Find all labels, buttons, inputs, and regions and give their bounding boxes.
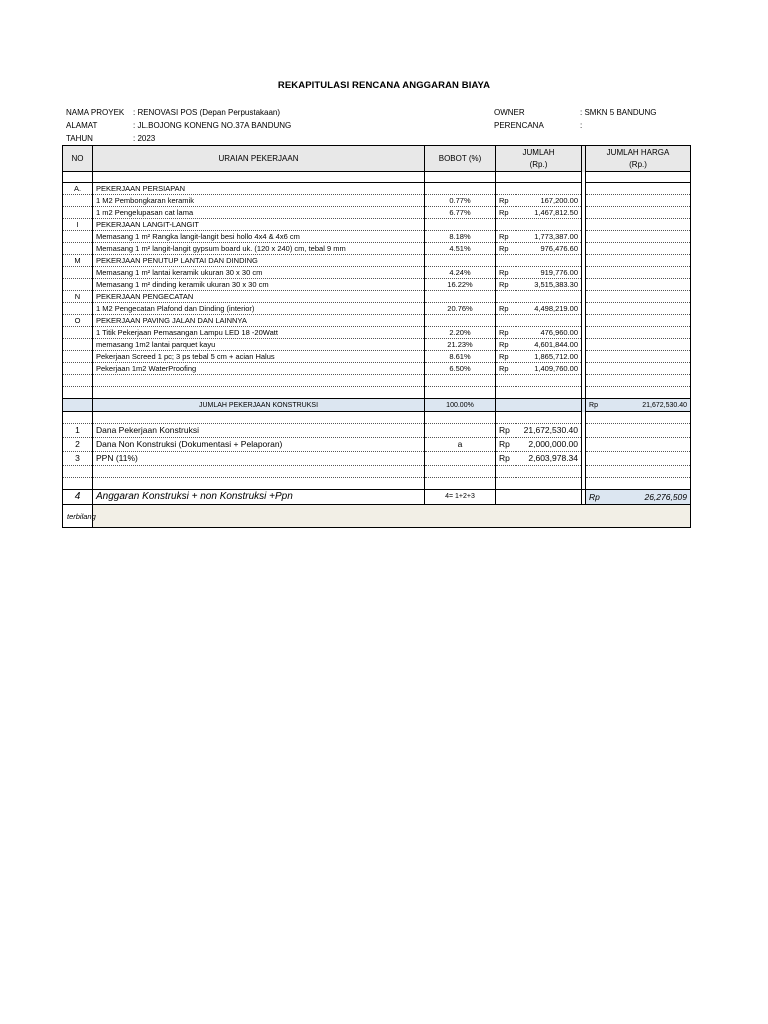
row-harga — [586, 195, 691, 207]
empty-cell — [425, 466, 496, 478]
row-no — [63, 267, 93, 279]
item-row — [63, 207, 691, 219]
empty-cell — [586, 375, 691, 387]
row-uraian: Pekerjaan Screed 1 pc; 3 ps tebal 5 cm + acian Halus — [93, 351, 425, 363]
alamat-label: ALAMAT — [66, 121, 98, 130]
row-jumlah: 976,476.60 — [516, 243, 582, 255]
row-uraian: PEKERJAAN PAVING JALAN DAN LAINNYA — [93, 315, 425, 327]
summary-no: 1 — [63, 424, 93, 438]
empty-cell — [425, 387, 496, 399]
summary-no: 3 — [63, 452, 93, 466]
total-jumlah-empty-2 — [516, 399, 582, 412]
row-harga — [586, 303, 691, 315]
terbilang-label-wrap: terbilang — [67, 511, 96, 521]
header-row — [63, 146, 691, 172]
row-uraian: PEKERJAAN PENGECATAN — [93, 291, 425, 303]
section-row — [63, 219, 691, 231]
total-label: JUMLAH PEKERJAAN KONSTRUKSI — [93, 399, 425, 412]
row-jumlah — [516, 291, 582, 303]
row-uraian: Memasang 1 m² Rangka langit-langit besi hollo 4x4 & 4x6 cm — [93, 231, 425, 243]
terbilang-value-box — [93, 505, 691, 528]
item-row — [63, 267, 691, 279]
header-uraian: URAIAN PEKERJAAN — [93, 146, 425, 172]
total-jumlah-empty — [496, 399, 516, 412]
row-no: A. — [63, 183, 93, 195]
tahun-value: : 2023 — [133, 134, 156, 143]
summary-harga — [586, 438, 691, 452]
summary-bobot — [425, 424, 496, 438]
row-no: I — [63, 219, 93, 231]
grand-total-row — [63, 490, 691, 505]
summary-row — [63, 424, 691, 438]
row-bobot — [425, 315, 496, 327]
row-harga — [586, 327, 691, 339]
total-value: 21,672,530.40 — [642, 401, 688, 409]
row-harga — [586, 207, 691, 219]
row-rp — [496, 315, 516, 327]
empty-cell — [425, 478, 496, 490]
header-harga — [586, 146, 691, 172]
row-uraian: 1 Titik Pekerjaan Pemasangan Lampu LED 18 -20Watt — [93, 327, 425, 339]
empty-cell — [496, 412, 516, 424]
row-no — [63, 363, 93, 375]
row-harga — [586, 255, 691, 267]
spacer-row — [63, 172, 691, 183]
empty-row — [63, 375, 691, 387]
total-rp: Rp — [589, 401, 598, 409]
header-jumlah-line1: JUMLAH — [522, 148, 555, 157]
empty-cell — [516, 412, 582, 424]
row-jumlah: 167,200.00 — [516, 195, 582, 207]
header-harga-line1: JUMLAH HARGA — [606, 148, 670, 157]
summary-uraian: Dana Pekerjaan Konstruksi — [93, 424, 425, 438]
row-jumlah: 4,498,219.00 — [516, 303, 582, 315]
header-harga-line2: (Rp.) — [629, 160, 647, 169]
row-no: O — [63, 315, 93, 327]
perencana-label: PERENCANA — [494, 121, 544, 130]
row-no — [63, 231, 93, 243]
row-harga — [586, 183, 691, 195]
grand-jumlah-empty-2 — [516, 490, 582, 505]
row-rp: Rp — [496, 363, 516, 375]
row-rp: Rp — [496, 303, 516, 315]
row-harga — [586, 351, 691, 363]
row-harga — [586, 267, 691, 279]
row-bobot: 8.18% — [425, 231, 496, 243]
summary-uraian: Dana Non Konstruksi (Dokumentasi + Pelaporan) — [93, 438, 425, 452]
empty-cell — [586, 412, 691, 424]
section-row — [63, 291, 691, 303]
owner-label: OWNER — [494, 108, 525, 117]
row-no: N — [63, 291, 93, 303]
row-rp — [496, 183, 516, 195]
empty-row — [63, 387, 691, 399]
total-harga — [586, 399, 691, 412]
row-uraian: 1 M2 Pembongkaran keramik — [93, 195, 425, 207]
section-row — [63, 315, 691, 327]
document-title: REKAPITULASI RENCANA ANGGARAN BIAYA — [277, 80, 491, 91]
row-bobot — [425, 255, 496, 267]
row-bobot: 4.51% — [425, 243, 496, 255]
section-row — [63, 183, 691, 195]
row-rp — [496, 291, 516, 303]
grand-harga — [586, 490, 691, 505]
summary-jumlah: 2,000,000.00 — [516, 438, 582, 452]
grand-value: 26,276,509 — [644, 492, 688, 502]
row-bobot: 6.50% — [425, 363, 496, 375]
summary-no: 2 — [63, 438, 93, 452]
empty-row — [63, 466, 691, 478]
perencana-value: : — [580, 121, 583, 130]
empty-cell — [496, 375, 516, 387]
row-rp: Rp — [496, 231, 516, 243]
row-jumlah: 1,467,812.50 — [516, 207, 582, 219]
row-harga — [586, 315, 691, 327]
row-harga — [586, 243, 691, 255]
row-uraian: memasang 1m2 lantai parquet kayu — [93, 339, 425, 351]
tahun-label: TAHUN — [66, 134, 93, 143]
nama-proyek-value: : RENOVASI POS (Depan Perpustakaan) — [133, 108, 281, 117]
row-jumlah: 4,601,844.00 — [516, 339, 582, 351]
row-uraian: PEKERJAAN PENUTUP LANTAI DAN DINDING — [93, 255, 425, 267]
terbilang-label — [63, 505, 96, 528]
item-row — [63, 231, 691, 243]
section-row — [63, 255, 691, 267]
row-harga — [586, 219, 691, 231]
row-uraian: PEKERJAAN LANGIT-LANGIT — [93, 219, 425, 231]
alamat-value: : JL.BOJONG KONENG NO.37A BANDUNG — [133, 121, 292, 130]
item-row — [63, 339, 691, 351]
row-bobot — [425, 219, 496, 231]
empty-cell — [586, 478, 691, 490]
total-bobot: 100.00% — [425, 399, 496, 412]
row-bobot — [425, 183, 496, 195]
item-row — [63, 243, 691, 255]
header-bobot: BOBOT (%) — [425, 146, 496, 172]
row-rp: Rp — [496, 207, 516, 219]
row-rp: Rp — [496, 195, 516, 207]
grand-uraian: Anggaran Konstruksi + non Konstruksi +Ppn — [93, 490, 425, 505]
empty-cell — [516, 375, 582, 387]
row-harga — [586, 279, 691, 291]
budget-table-container — [62, 145, 690, 551]
empty-cell — [93, 387, 425, 399]
row-uraian: 1 m2 Pengelupasan cat lama — [93, 207, 425, 219]
row-bobot: 20.76% — [425, 303, 496, 315]
summary-harga — [586, 452, 691, 466]
row-uraian: Memasang 1 m² lantai keramik ukuran 30 x 30 cm — [93, 267, 425, 279]
row-jumlah: 3,515,383.30 — [516, 279, 582, 291]
row-rp — [496, 219, 516, 231]
row-bobot — [425, 291, 496, 303]
row-rp: Rp — [496, 279, 516, 291]
row-no — [63, 279, 93, 291]
empty-cell — [516, 387, 582, 399]
row-no — [63, 207, 93, 219]
terbilang-row — [63, 505, 691, 528]
empty-cell — [516, 466, 582, 478]
empty-cell — [63, 466, 93, 478]
row-no — [63, 327, 93, 339]
empty-cell — [425, 375, 496, 387]
empty-cell — [496, 466, 516, 478]
row-no — [63, 243, 93, 255]
row-bobot: 8.61% — [425, 351, 496, 363]
row-jumlah: 1,773,387.00 — [516, 231, 582, 243]
summary-row — [63, 452, 691, 466]
empty-row — [63, 412, 691, 424]
empty-cell — [93, 466, 425, 478]
row-bobot: 2.20% — [425, 327, 496, 339]
summary-rp: Rp — [496, 424, 516, 438]
row-harga — [586, 231, 691, 243]
budget-table — [62, 145, 691, 528]
row-bobot: 6.77% — [425, 207, 496, 219]
item-row — [63, 327, 691, 339]
header-jumlah — [496, 146, 582, 172]
grand-formula: 4= 1+2+3 — [425, 490, 496, 505]
empty-cell — [425, 412, 496, 424]
summary-uraian: PPN (11%) — [93, 452, 425, 466]
row-bobot: 0.77% — [425, 195, 496, 207]
empty-cell — [496, 478, 516, 490]
empty-row — [63, 478, 691, 490]
row-uraian: PEKERJAAN PERSIAPAN — [93, 183, 425, 195]
row-jumlah — [516, 219, 582, 231]
empty-cell — [63, 412, 93, 424]
summary-jumlah: 2,603,978.34 — [516, 452, 582, 466]
total-no — [63, 399, 93, 412]
row-no — [63, 351, 93, 363]
grand-jumlah-empty — [496, 490, 516, 505]
item-row — [63, 279, 691, 291]
row-rp: Rp — [496, 339, 516, 351]
header-no: NO — [63, 146, 93, 172]
header-jumlah-line2: (Rp.) — [529, 160, 548, 169]
row-bobot: 16.22% — [425, 279, 496, 291]
row-no: M — [63, 255, 93, 267]
row-jumlah: 476,960.00 — [516, 327, 582, 339]
summary-rp: Rp — [496, 438, 516, 452]
empty-cell — [93, 478, 425, 490]
row-uraian: Memasang 1 m² dinding keramik ukuran 30 x 30 cm — [93, 279, 425, 291]
row-rp: Rp — [496, 267, 516, 279]
item-row — [63, 351, 691, 363]
row-no — [63, 339, 93, 351]
empty-cell — [586, 387, 691, 399]
summary-harga — [586, 424, 691, 438]
row-uraian: 1 M2 Pengecatan Plafond dan Dinding (interior) — [93, 303, 425, 315]
empty-cell — [496, 387, 516, 399]
row-jumlah — [516, 183, 582, 195]
row-harga — [586, 291, 691, 303]
summary-jumlah: 21,672,530.40 — [516, 424, 582, 438]
owner-value: : SMKN 5 BANDUNG — [580, 108, 657, 117]
row-harga — [586, 363, 691, 375]
row-rp: Rp — [496, 351, 516, 363]
row-jumlah: 1,409,760.00 — [516, 363, 582, 375]
row-bobot: 21.23% — [425, 339, 496, 351]
row-uraian: Memasang 1 m² langit-langit gypsum board uk. (120 x 240) cm, tebal 9 mm — [93, 243, 425, 255]
row-no — [63, 303, 93, 315]
row-jumlah — [516, 255, 582, 267]
summary-bobot — [425, 452, 496, 466]
row-bobot: 4.24% — [425, 267, 496, 279]
row-rp — [496, 255, 516, 267]
grand-no: 4 — [63, 490, 93, 505]
empty-cell — [63, 478, 93, 490]
grand-rp: Rp — [589, 492, 600, 502]
empty-cell — [93, 375, 425, 387]
nama-proyek-label: NAMA PROYEK — [66, 108, 125, 117]
total-row — [63, 399, 691, 412]
row-uraian: Pekerjaan 1m2 WaterProofing — [93, 363, 425, 375]
row-harga — [586, 339, 691, 351]
empty-cell — [63, 375, 93, 387]
summary-rp: Rp — [496, 452, 516, 466]
row-rp: Rp — [496, 327, 516, 339]
empty-cell — [63, 387, 93, 399]
empty-cell — [586, 466, 691, 478]
row-jumlah: 1,865,712.00 — [516, 351, 582, 363]
empty-cell — [93, 412, 425, 424]
summary-row — [63, 438, 691, 452]
summary-bobot: a — [425, 438, 496, 452]
item-row — [63, 363, 691, 375]
row-jumlah: 919,776.00 — [516, 267, 582, 279]
item-row — [63, 195, 691, 207]
row-jumlah — [516, 315, 582, 327]
row-no — [63, 195, 93, 207]
empty-cell — [516, 478, 582, 490]
item-row — [63, 303, 691, 315]
row-rp: Rp — [496, 243, 516, 255]
